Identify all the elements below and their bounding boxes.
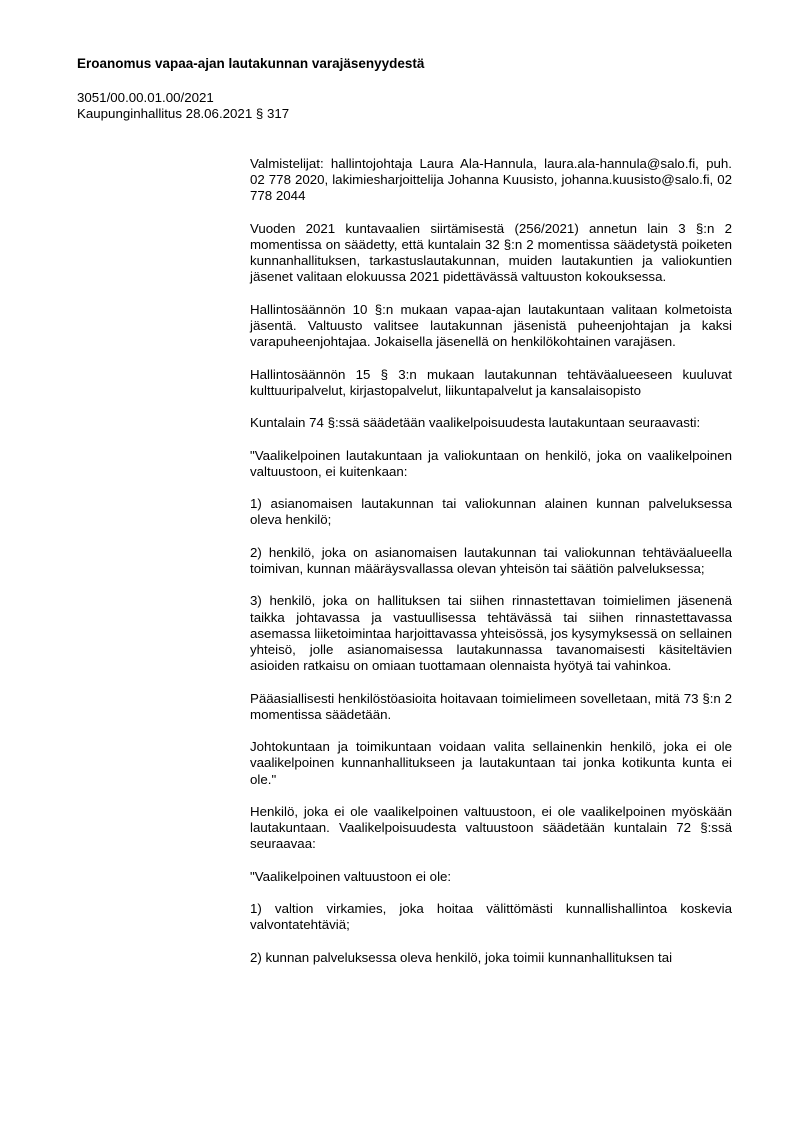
body-paragraph: Kuntalain 74 §:ssä säädetään vaalikelpoisuudesta lautakuntaan seuraavasti: (250, 415, 701, 431)
record-number: 3051/00.00.01.00/2021 (77, 90, 214, 105)
quote-paragraph: "Vaalikelpoinen lautakuntaan ja valiokuntaan on henkilö, joka on vaalikelpoinen valtuustoon, ei kuitenkaan: (250, 447, 732, 479)
body-paragraph: Pääasiallisesti henkilöstöasioita hoitavaan toimielimeen sovelletaan, mitä 73 §:n 2 momentissa säädetään. (250, 690, 732, 722)
body-paragraph: Hallintosäännön 15 § 3:n mukaan lautakunnan tehtäväalueeseen kuuluvat kulttuuripalvelut, kirjastopalvelut, liikuntapalvelut ja kansalaisopisto (250, 366, 732, 398)
body-paragraph: Vuoden 2021 kuntavaalien siirtämisestä (256/2021) annetun lain 3 §:n 2 momentissa on säädetty, että kuntalain 32 §:n 2 momentissa säädetystä poiketen kunnanhallituksen, tarkastuslautakunnan, muiden lautakuntien ja valiokuntien jäsenet valitaan elokuussa 2021 pidettävässä valtuuston kokouksessa. (250, 220, 732, 285)
quote-paragraph: "Vaalikelpoinen valtuustoon ei ole: (250, 868, 452, 884)
body-paragraph: Henkilö, joka ei ole vaalikelpoinen valtuustoon, ei ole vaalikelpoinen myöskään lautakuntaan. Vaalikelpoisuudesta valtuustoon säädetään kuntalain 72 §:ssä seuraavaa: (250, 803, 732, 852)
body-paragraph: Hallintosäännön 10 §:n mukaan vapaa-ajan lautakuntaan valitaan kolmetoista jäsentä. Valtuusto valitsee lautakunnan jäsenistä puheenjohtajan ja kaksi varapuheenjohtajaa. Jokaisella jäsenellä on henkilökohtainen varajäsen. (250, 301, 732, 350)
page-title: Eroanomus vapaa-ajan lautakunnan varajäsenyydestä (77, 56, 425, 71)
meeting-reference: Kaupunginhallitus 28.06.2021 § 317 (77, 106, 290, 121)
document-body (250, 156, 732, 966)
list-item: 3) henkilö, joka on hallituksen tai siihen rinnastettavan toimielimen jäsenenä taikka johtavassa ja vastuullisessa tehtävässä tai siihen rinnastettavassa asemassa liiketoimintaa harjoittavassa yhteisössä, jos kysymyksessä on sellainen yhteisö, jolle asianomaisessa lautakunnassa tavanomaisesti käsiteltävien asioiden ratkaisu on omiaan tuottamaan olennaista hyötyä tai vahinkoa. (250, 593, 732, 674)
preparers-paragraph: Valmistelijat: hallintojohtaja Laura Ala-Hannula, laura.ala-hannula@salo.fi, puh. 02 778 2020, lakimiesharjoittelija Johanna Kuusisto, johanna.kuusisto@salo.fi, 02 778 2044 (250, 156, 732, 204)
list-item: 1) valtion virkamies, joka hoitaa välittömästi kunnallishallintoa koskevia valvontatehtäviä; (250, 901, 732, 933)
list-item: 2) kunnan palveluksessa oleva henkilö, joka toimii kunnanhallituksen tai (250, 949, 673, 965)
list-item: 2) henkilö, joka on asianomaisen lautakunnan tai valiokunnan tehtäväalueella toimivan, kunnan määräysvallassa olevan yhteisön tai säätiön palveluksessa; (250, 544, 732, 576)
document-meta (77, 90, 289, 122)
list-item: 1) asianomaisen lautakunnan tai valiokunnan alainen kunnan palveluksessa oleva henkilö; (250, 496, 732, 528)
body-paragraph: Johtokuntaan ja toimikuntaan voidaan valita sellainenkin henkilö, joka ei ole vaalikelpoinen kunnanhallitukseen ja lautakuntaan tai jonka kotikunta kunta ei ole." (250, 739, 732, 787)
